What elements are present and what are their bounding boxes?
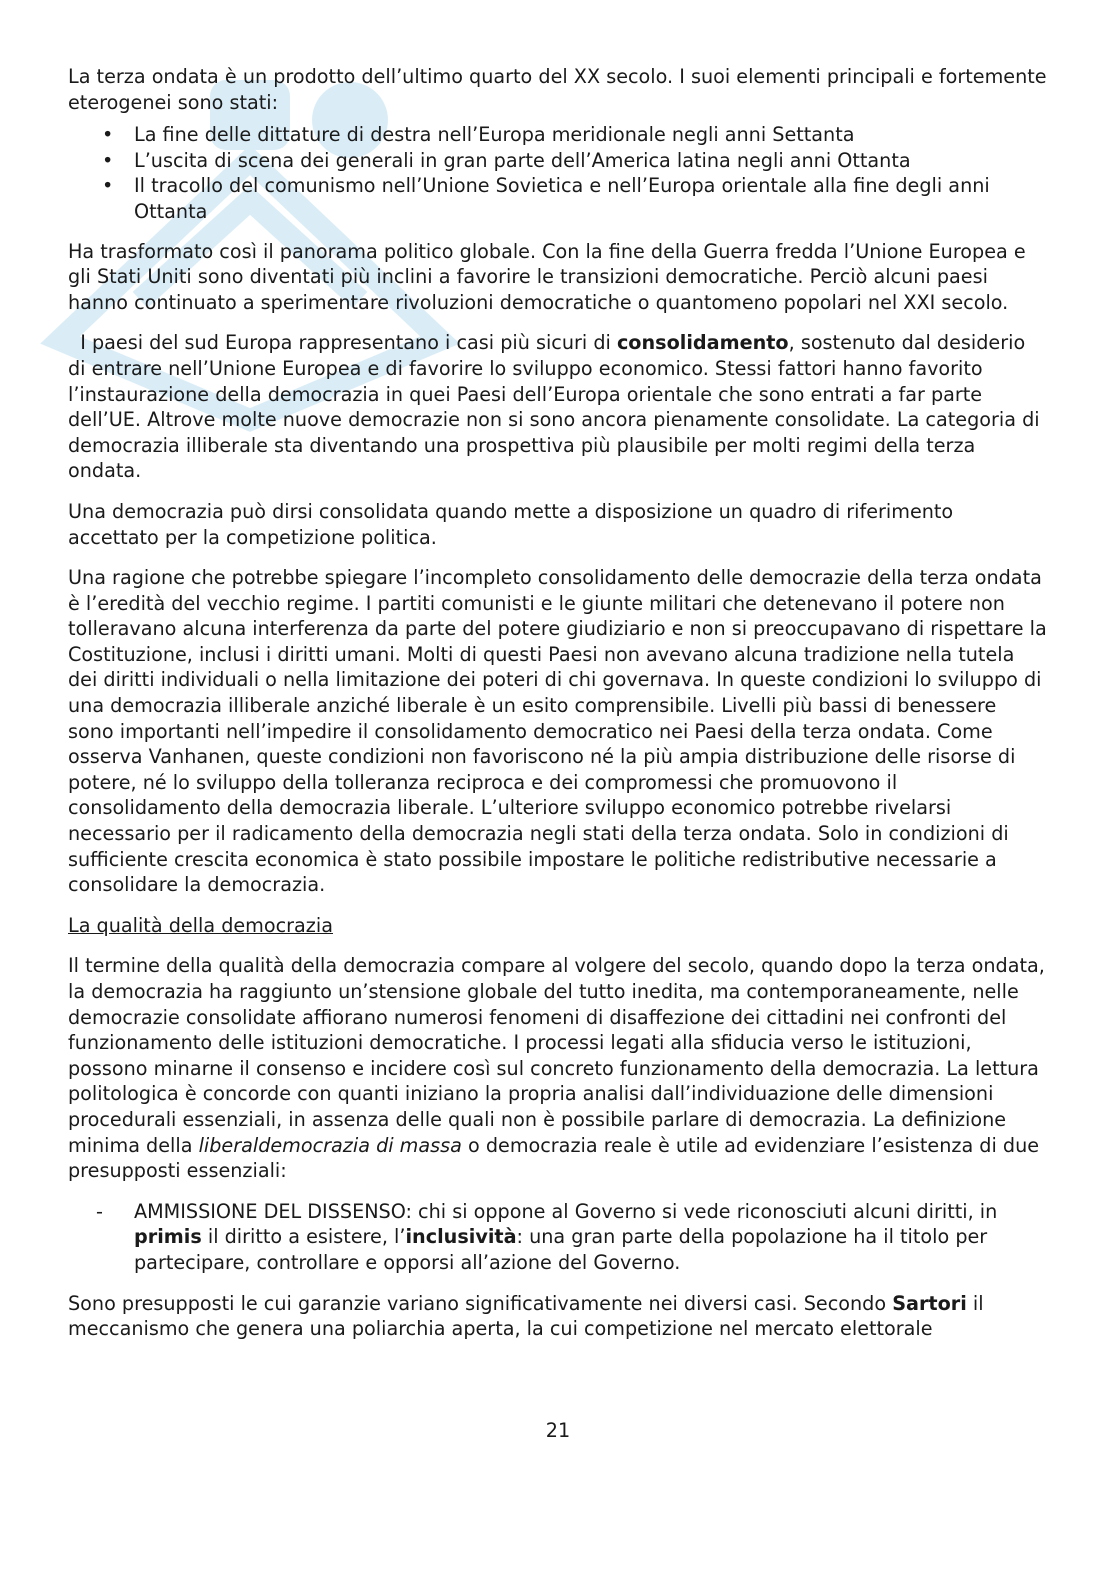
sartori-paragraph <box>68 1291 1048 1342</box>
text-run: I paesi del sud Europa rappresentano i casi più sicuri di <box>80 331 617 355</box>
consolidation-paragraph <box>68 330 1048 484</box>
dash-list <box>68 1199 1048 1276</box>
text-run: il meccanismo che genera una poliarchia aperta, la cui competizione nel mercato elettorale <box>68 1291 984 1341</box>
global-panorama-paragraph: Ha trasformato così il panorama politico globale. Con la fine della Guerra fredda l’Unione Europea e gli Stati Uniti sono diventati più inclini a favorire le transizioni democratiche. Perciò alcuni paesi hanno continuato a sperimentare rivoluzioni democratiche o quantomeno popolari nel XXI secolo. <box>68 239 1026 314</box>
list-item: • Il tracollo del comunismo nell’Unione Sovietica e nell’Europa orientale alla fine degli anni Ottanta <box>134 173 1048 224</box>
list-item: • L’uscita di scena dei generali in gran parte dell’America latina negli anni Ottanta <box>134 148 1048 174</box>
text-run: o democrazia reale è utile ad evidenziare l’esistenza di due presupposti essenziali: <box>68 1133 1040 1183</box>
page-number: 21 <box>545 1419 571 1442</box>
bold-term-primis: primis <box>134 1225 202 1249</box>
text-run: Il termine della qualità della democrazia compare al volgere del secolo, quando dopo la terza ondata, la democrazia ha raggiunto un’stensione globale del tutto inedita, ma contemporaneamente, nelle democrazie consolidate affiorano numerosi fenomeni di disaffezione dei cittadini nei confronti del funzionamento delle istituzioni democratiche. I processi legati alla sfiducia verso le istituzioni, possono minarne il consenso e incidere così sul concreto funzionamento della democrazia. La lettura politologica è concorde con quanti iniziano la propria analisi dall’individuazione delle dimensioni procedurali essenziali, in assenza delle quali non è possibile parlare di democrazia. La definizione minima della <box>68 954 1045 1157</box>
bold-term-inclusivita: inclusività <box>405 1225 517 1249</box>
text-run: , sostenuto dal desiderio di entrare nell’Unione Europea e di favorire lo sviluppo economico. Stessi fattori hanno favorito l’instaurazione della democrazia in quei Paesi dell’Europa orientale che sono entrati a far parte dell’UE. Altrove molte nuove democrazie non si sono ancora pienamente consolidate. La categoria di democrazia illiberale sta diventando una prospettiva più plausibile per molti regimi della terza ondata. <box>68 331 1040 483</box>
document-body <box>68 64 1048 1357</box>
text-run: il diritto a esistere, l’ <box>201 1225 406 1249</box>
bold-term-sartori: Sartori <box>892 1291 967 1315</box>
quality-paragraph <box>68 953 1048 1183</box>
legacy-paragraph: Una ragione che potrebbe spiegare l’incompleto consolidamento delle democrazie della terza ondata è l’eredità del vecchio regime. I partiti comunisti e le giunte militari che detenevano il potere non tolleravano alcuna interferenza da parte del potere giudiziario e non si preoccupavano di rispettare la Costituzione, inclusi i diritti umani. Molti di questi Paesi non avevano alcuna tradizione nella tutela dei diritti individuali o nella limitazione dei poteri di chi governava. In queste condizioni lo sviluppo di una democrazia illiberale anziché liberale è un esito comprensibile. Livelli più bassi di benessere sono importanti nell’impedire il consolidamento democratico nei Paesi della terza ondata. Come osserva Vanhanen, queste condizioni non favoriscono né la più ampia distribuzione delle risorse di potere, né lo sviluppo della tolleranza reciproca e dei compromessi che promuovono il consolidamento della democrazia liberale. L’ulteriore sviluppo economico potrebbe rivelarsi necessario per il radicamento della democrazia negli stati della terza ondata. Solo in condizioni di sufficiente crescita economica è stato possibile impostare le politiche redistributive necessarie a consolidare la democrazia. <box>68 566 1047 897</box>
text-run: Sono presupposti le cui garanzie variano significativamente nei diversi casi. Secondo <box>68 1291 893 1315</box>
bold-term-consolidamento: consolidamento <box>616 331 789 355</box>
section-heading: La qualità della democrazia <box>68 913 333 937</box>
definition-paragraph: Una democrazia può dirsi consolidata quando mette a disposizione un quadro di riferimento accettato per la competizione politica. <box>68 499 954 549</box>
intro-paragraph: La terza ondata è un prodotto dell’ultimo quarto del XX secolo. I suoi elementi principali e fortemente eterogenei sono stati: <box>68 65 1047 114</box>
text-run: AMMISSIONE DEL DISSENSO: chi si oppone al Governo si vede riconosciuti alcuni diritti, in <box>134 1199 998 1223</box>
list-item <box>134 1199 1048 1276</box>
list-item: • La fine delle dittature di destra nell’Europa meridionale negli anni Settanta <box>134 122 1048 148</box>
text-run: : una gran parte della popolazione ha il titolo per partecipare, controllare e opporsi all’azione del Governo. <box>134 1225 988 1274</box>
italic-term: liberaldemocrazia di massa <box>198 1133 462 1157</box>
bullet-list <box>68 122 1048 224</box>
